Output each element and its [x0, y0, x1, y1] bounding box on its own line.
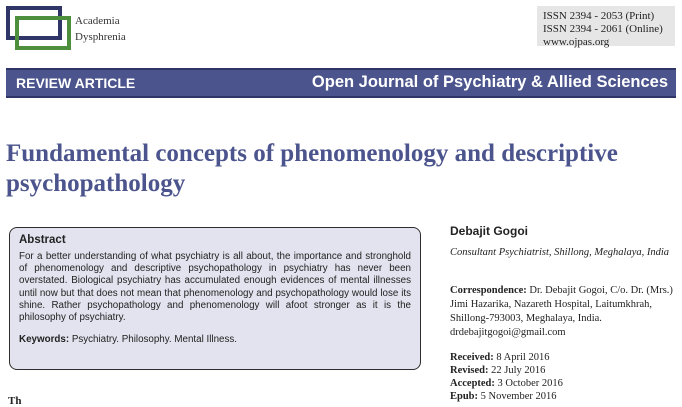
author-name: Debajit Gogoi	[450, 224, 528, 238]
author-affiliation: Consultant Psychiatrist, Shillong, Meghalaya, India	[450, 247, 670, 258]
journal-name: Open Journal of Psychiatry & Allied Sciences	[311, 73, 668, 91]
issn-online: ISSN 2394 - 2061 (Online)	[543, 23, 663, 35]
article-type: REVIEW ARTICLE	[16, 75, 136, 91]
header-band	[6, 68, 676, 98]
date-received: Received: 8 April 2016	[450, 352, 550, 363]
logo-text	[75, 13, 126, 45]
correspondence	[450, 284, 675, 340]
keywords	[19, 334, 411, 345]
abstract-box	[9, 227, 421, 370]
abstract-heading: Abstract	[19, 234, 66, 246]
abstract-text: For a better understanding of what psychiatry is all about, the importance and stronghold of phenomenology and descriptive psychopathology in psychiatry has never been overstated. Biological psychiatry has accumulated enough evidences of mental illnesses until now but that does not mean that phenomenology and psychopathology would lose its shine. Rather psychopathology and phenomenology will afoot stronger as it is the philosophy of psychiatry.	[19, 251, 411, 324]
issn-box	[537, 6, 675, 46]
date-epub: Epub: 5 November 2016	[450, 391, 557, 402]
logo-line-1: Academia	[75, 15, 120, 27]
issn-print: ISSN 2394 - 2053 (Print)	[543, 10, 655, 22]
correspondence-label: Correspondence:	[450, 285, 527, 296]
article-title: Fundamental concepts of phenomenology and descriptive psychopathology	[6, 140, 618, 197]
date-accepted: Accepted: 3 October 2016	[450, 378, 563, 389]
keywords-label: Keywords:	[19, 334, 70, 346]
logo-line-2: Dysphrenia	[75, 31, 126, 43]
journal-url[interactable]: www.ojpas.org	[543, 36, 610, 48]
correspondence-text: Dr. Debajit Gogoi, C/o. Dr. (Mrs.) Jimi Hazarika, Nazareth Hospital, Laitumkhrah, Shillong-793003, Meghalaya, India. drdebajitgogoi@gmail.com	[450, 285, 673, 338]
article-dates	[450, 351, 563, 403]
keywords-list: Psychiatry. Philosophy. Mental Illness.	[71, 334, 237, 346]
date-revised: Revised: 22 July 2016	[450, 365, 546, 376]
body-text-start: Th	[8, 395, 22, 407]
